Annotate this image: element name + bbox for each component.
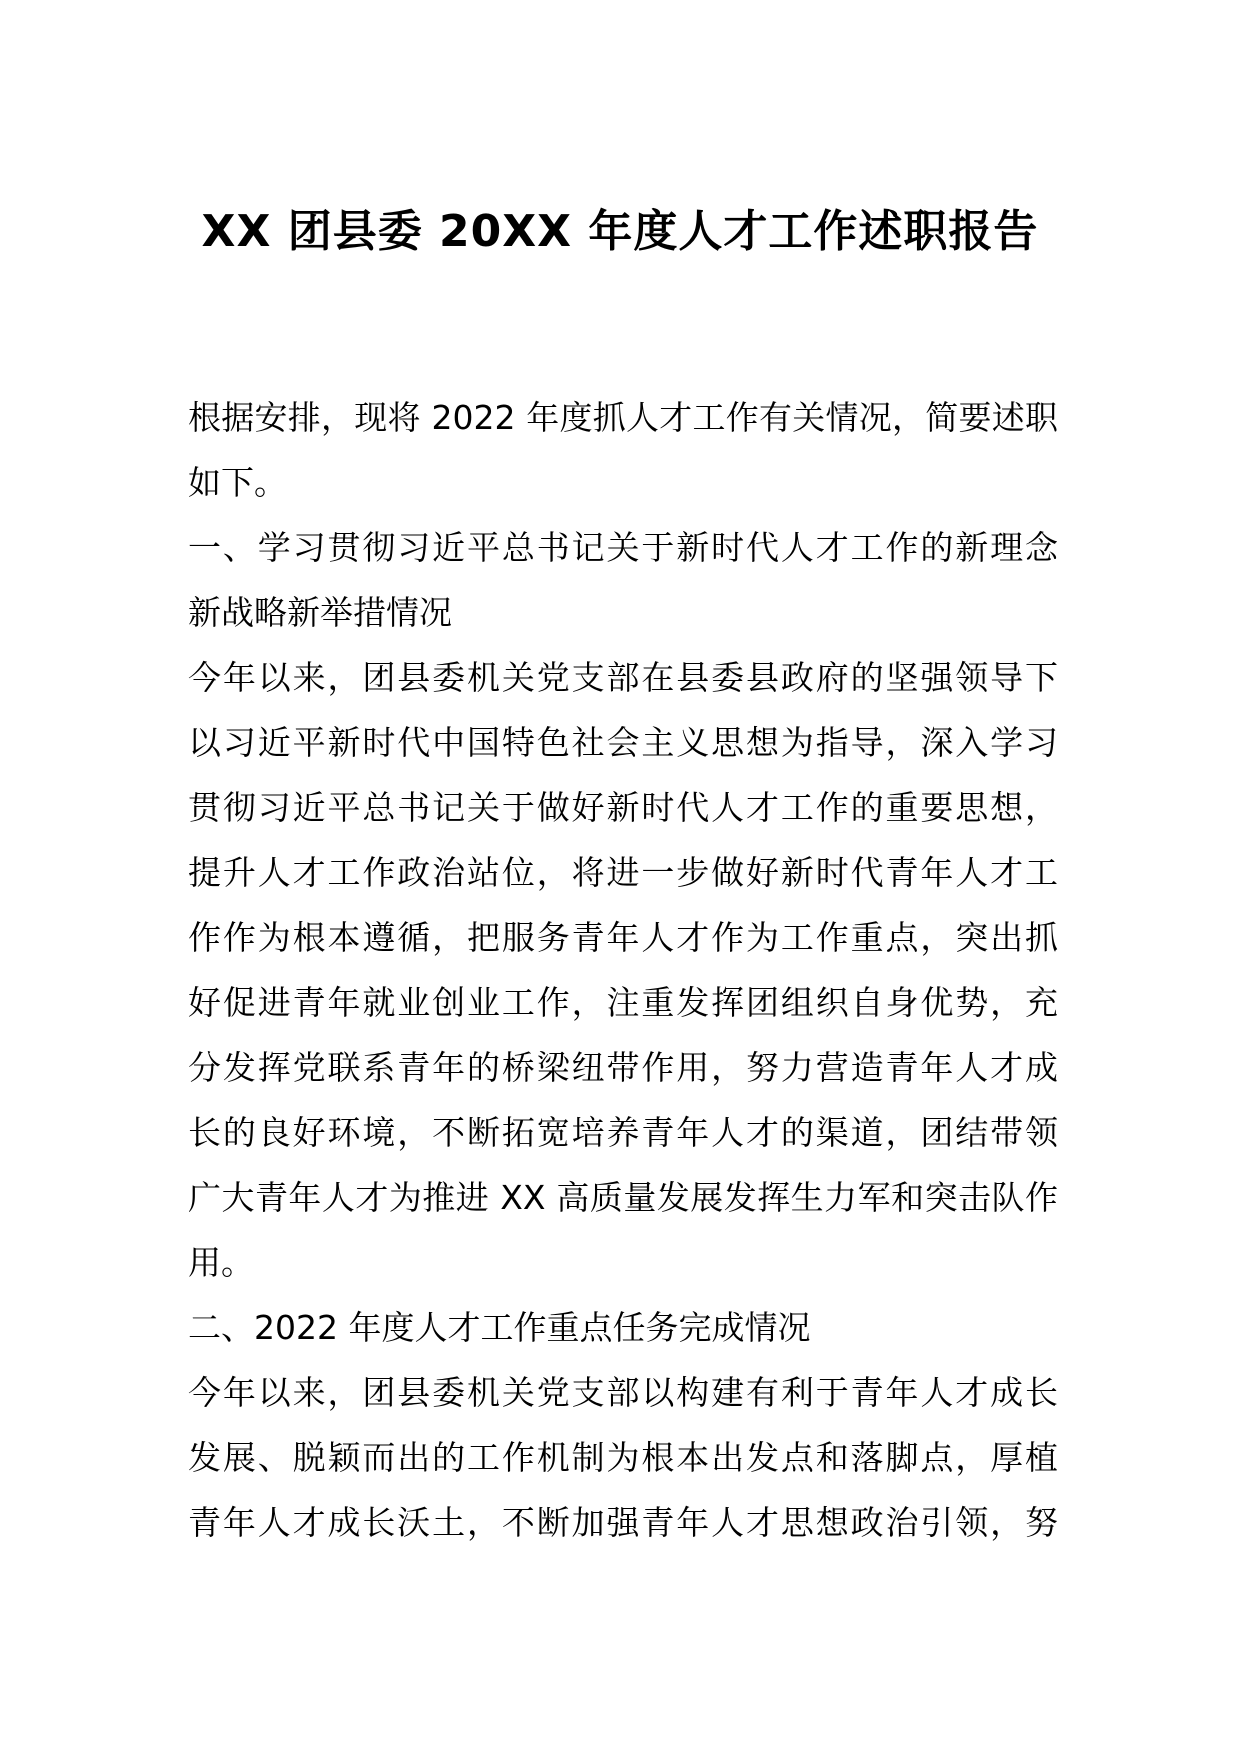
body-line: 作作为根本遵循，把服务青年人才作为工作重点，突出抓 [188,918,1058,957]
section-heading-line: 一、学习贯彻习近平总书记关于新时代人才工作的新理念 [188,528,1058,567]
document-title: XX 团县委 20XX 年度人才工作述职报告 [201,206,1039,257]
body-line: 如下。 [188,463,287,502]
body-line: 以习近平新时代中国特色社会主义思想为指导，深入学习 [188,723,1058,762]
body-line: 长的良好环境，不断拓宽培养青年人才的渠道，团结带领 [188,1113,1058,1152]
body-line: 贯彻习近平总书记关于做好新时代人才工作的重要思想， [188,788,1058,827]
body-line: 分发挥党联系青年的桥梁纽带作用，努力营造青年人才成 [188,1048,1058,1087]
body-line: 发展、脱颖而出的工作机制为根本出发点和落脚点，厚植 [188,1438,1058,1477]
body-line: 根据安排，现将 2022 年度抓人才工作有关情况，简要述职 [188,398,1058,437]
document-body [188,385,1058,1555]
body-line: 青年人才成长沃土，不断加强青年人才思想政治引领，努 [188,1503,1058,1542]
body-line: 今年以来，团县委机关党支部以构建有利于青年人才成长 [188,1373,1058,1412]
body-line: 提升人才工作政治站位，将进一步做好新时代青年人才工 [188,853,1058,892]
section-heading-line: 新战略新举措情况 [188,593,452,632]
body-line: 好促进青年就业创业工作，注重发挥团组织自身优势，充 [188,983,1058,1022]
body-line: 用。 [188,1243,254,1282]
section-heading-line: 二、2022 年度人才工作重点任务完成情况 [188,1308,811,1347]
body-line: 广大青年人才为推进 XX 高质量发展发挥生力军和突击队作 [188,1178,1058,1217]
body-line: 今年以来，团县委机关党支部在县委县政府的坚强领导下 [188,658,1058,697]
